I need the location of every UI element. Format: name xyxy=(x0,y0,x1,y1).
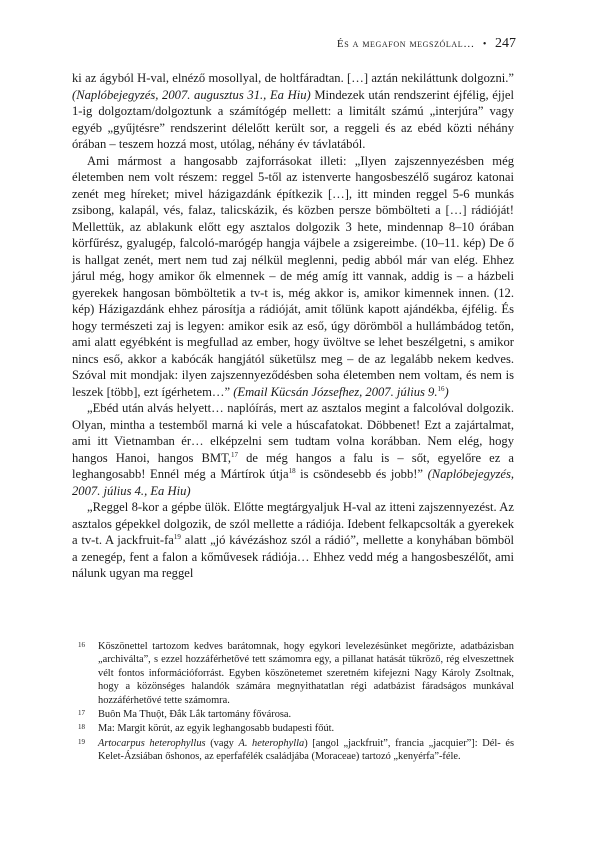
footnote-ref-17[interactable]: 17 xyxy=(231,450,239,459)
paragraph-text: Mindezek után rendszerint éjfélig, éjjel 1-ig dolgoztam/dolgoztunk a számítógép mellett: a limitált számú „interjúra” vagy egyéb „gyűjtésre” rendszerint délelőtt került sor, a reggeli és az ebéd közti néhány órában – teszem hozzá most, utólag, néhány év távlatából. xyxy=(72,87,514,151)
footnote-text xyxy=(98,737,514,764)
footnotes xyxy=(72,640,514,765)
footnote-text: Buôn Ma Thuột, Đắk Lắk tartomány fővárosa. xyxy=(98,709,292,721)
footnote-text: Ma: Margit körút, az egyik leghangosabb budapesti főút. xyxy=(98,723,335,735)
footnote-16 xyxy=(72,640,514,707)
citation: (Naplóbejegyzés, 2007. július 4., Ea Hiu) xyxy=(72,467,514,498)
species-name: Artocarpus heterophyllus xyxy=(98,737,206,749)
paragraph-text: de még hangos a falu is – sőt, egyelőre ez a leghangosabb! Ennél még a Mártírok útja xyxy=(72,450,514,481)
paragraph-text: alatt „jó kávézáshoz szól a rádió”, mellette a konyhában bömböl a zenegép, fent a falon a kőművesek rádiója… Ehhez vedd még a hangosbeszélőt, ami nálunk ugyan ma reggel xyxy=(72,533,515,580)
footnote-text-part: ) [angol „jackfruit”, francia „jacquier”]: Dél- és Kelet-Ázsiában őshonos, az eperfafélék családjába (Moraceae) tartozó „kenyérfa”-féle. xyxy=(98,737,514,763)
footnote-17 xyxy=(72,708,514,721)
footnote-marker: 16 xyxy=(78,641,85,649)
footnote-text-part: (vagy xyxy=(205,737,239,749)
bullet-separator: • xyxy=(482,39,487,50)
paragraph-text: „Reggel 8-kor a gépbe ülök. Előtte megtárgyaljuk H-val az itteni zajszennyezést. Az asztalos gépekkel dolgozik, de szól mellette a rádiója. Idebent felkapcsolták a gyerekek a tv-t. A jackfruit-fa xyxy=(72,500,514,547)
paragraph-text: is csöndesebb és jobb!” xyxy=(295,467,428,481)
footnote-ref-16[interactable]: 16 xyxy=(437,384,445,393)
footnote-19 xyxy=(72,737,514,764)
citation: (Naplóbejegyzés, 2007. augusztus 31., Ea Hiu) xyxy=(72,87,311,102)
footnote-marker: 17 xyxy=(78,709,85,718)
paragraph-text: Ami mármost a hangosabb zajforrásokat illeti: „Ilyen zajszennyezésben még életemben nem volt részem: reggel 5-től az istenverte hangosbeszélő sugároz katonai zenét meg híreket; mivel házigazdánk építkezik […], itt minden reggel 5-6 munkás zsibong, kalapál, vés, falaz, talicskázik, és közben persze bömbölteti a […] rádióját! Mellettük, az ablakunk előtt egy asztalos dolgozik 3 hete, mindennap 8–10 órában körfűrész, gyalugép, falcoló-marógép hangja vájbele a zsigereimbe. (10–11. kép) De ő is hallgat zenét, mert nem tud zaj nélkül meglenni, pedig abból már van elég. Ehhez járul még, hogy amikor ők elmennek – de még amíg itt vannak, addig is – a házbeli gyerekek hangosan bömböltetik a tv-t is, még akkor is, amikor kimennek innen. (12. kép) Házigazdánk ehhez párosítja a rádióját, amit tőlünk kapott ajándékba, éjfélig. És hogy természeti zaj is legyen: amikor esik az eső, úgy dörömböl a hullámbádog tetőn, ami alatt egyébként is megfullad az ember, hogy üvöltve se lehet beszélgetni, s amikor nincs eső, akkor a kabócák hangjától süketülsz meg – de az legalább nekem kedves. Szóval mit mondjak: ilyen zajszennyeződésben soha életemben nem voltam, és nem is leszek [több], ezt ígérhetem…” xyxy=(72,153,514,399)
paragraph-1 xyxy=(72,70,514,153)
footnote-18 xyxy=(72,722,514,735)
running-title: És a megafon megszólal… xyxy=(336,38,475,50)
footnote-marker: 18 xyxy=(78,723,85,732)
paragraph-2 xyxy=(72,153,514,401)
species-name-alt: A. heterophylla xyxy=(238,737,305,749)
paragraph-text: ki az ágyból H-val, elnéző mosollyal, de holtfáradtan. […] aztán nekiláttunk dolgozni.” xyxy=(72,71,514,85)
paragraph-4 xyxy=(72,499,514,582)
citation-end: ) xyxy=(444,384,449,399)
paragraph-text: „Ebéd után alvás helyett… naplóírás, mert az asztalos megint a falcolóval dolgozik. Olyan, mintha a testemből marná ki vele a húscafatokat. Döbbenet! Ezt a zajártalmat, ami itt Vietnamban ér… elképzelni sem tudtam volna korábban. Nem elég, hogy hangos Hanoi, hangos BMT, xyxy=(72,401,514,465)
body-text xyxy=(72,70,514,582)
page-number: 247 xyxy=(495,36,516,51)
running-head xyxy=(72,36,516,52)
paragraph-3 xyxy=(72,400,514,499)
footnote-ref-19[interactable]: 19 xyxy=(173,532,181,541)
citation: (Email Kücsán Józsefhez, 2007. július 9. xyxy=(233,384,438,399)
footnote-text: Köszönettel tartozom kedves barátomnak, hogy egykori levelezésünket megőrizte, adatbázisban „archiválta”, s ezzel hozzáférhetővé tett számomra egy, a pillanat hatását tükröző, rég elveszettnek vélt fontos információforrást. Egyben köszönetemet szeretném kifejezni Nagy Károly Zsoltnak, hogy a közönséges halandók számára megnyithatatlan régi adatbázist fáradságos munkával hozzáférhetővé tette számomra. xyxy=(98,641,514,706)
footnote-marker: 19 xyxy=(78,737,85,746)
footnote-ref-18[interactable]: 18 xyxy=(288,466,296,475)
